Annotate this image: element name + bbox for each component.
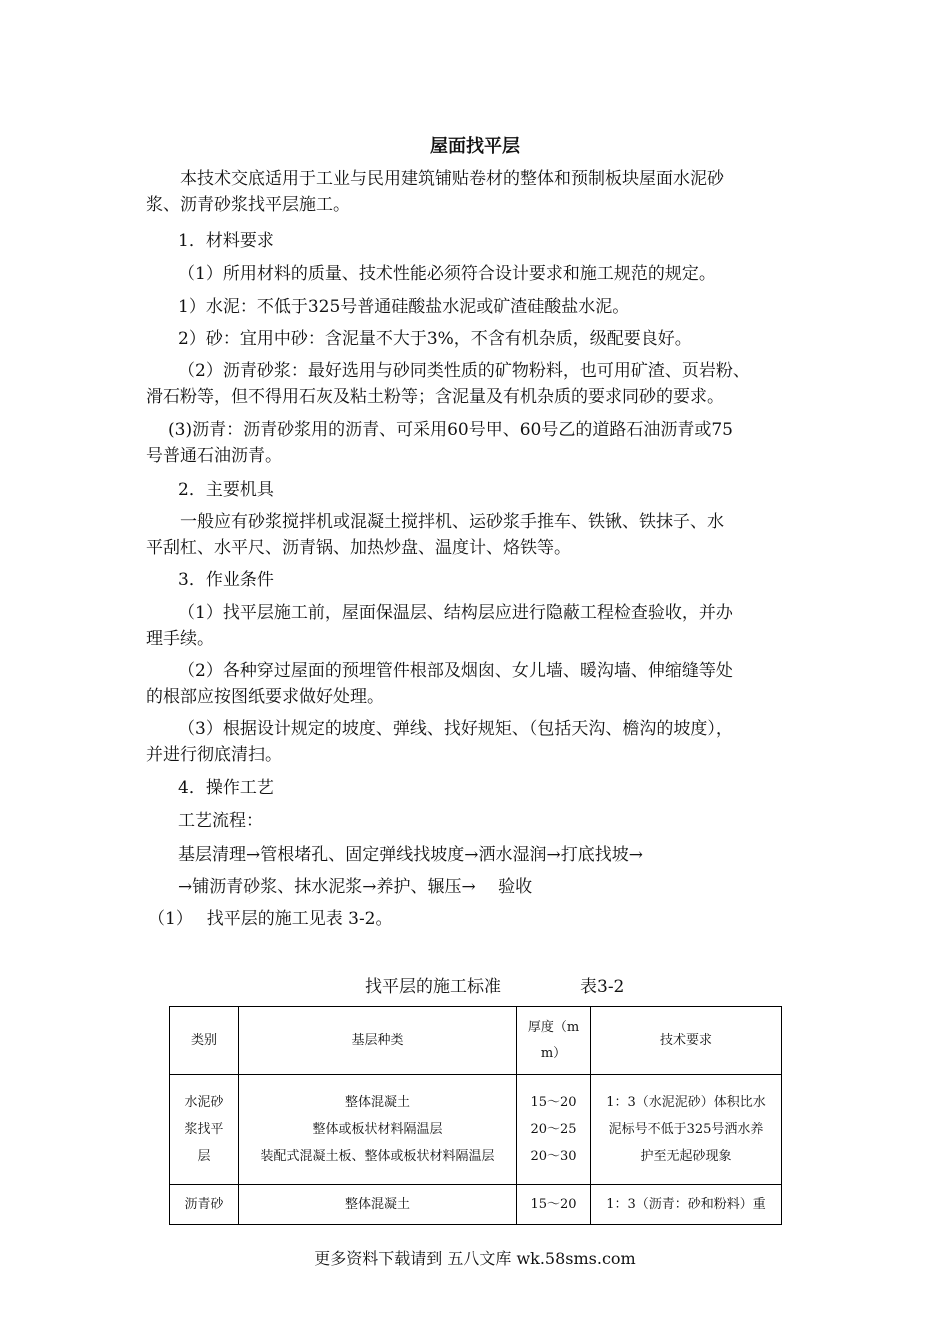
cell-text: 整体混凝土 xyxy=(344,1095,410,1110)
cell-text: 泥标号不低于325号洒水养 xyxy=(608,1122,764,1137)
section-heading: 3．作业条件 xyxy=(178,570,274,590)
header-category: 类别 xyxy=(170,1007,239,1075)
cell-text: 水泥砂 xyxy=(184,1095,224,1110)
paragraph-line: 号普通石油沥青。 xyxy=(146,446,282,466)
paragraph-line: （1）找平层施工前，屋面保温层、结构层应进行隐蔽工程检查验收，并办 xyxy=(178,603,733,623)
paragraph-line: （2）各种穿过屋面的预埋管件根部及烟囱、女儿墙、暖沟墙、伸缩缝等处 xyxy=(178,661,733,681)
cell-base-types: 整体混凝土 xyxy=(239,1185,517,1225)
cell-text: 15～20 xyxy=(530,1095,577,1110)
paragraph-line: 浆、沥青砂浆找平层施工。 xyxy=(146,195,350,215)
table-header-row xyxy=(170,1007,782,1075)
paragraph-line: 平刮杠、水平尺、沥青锅、加热炒盘、温度计、烙铁等。 xyxy=(146,538,571,558)
paragraph-line: （3）根据设计规定的坡度、弹线、找好规矩、（包括天沟、檐沟的坡度）， xyxy=(178,719,733,739)
paragraph-line: 本技术交底适用于工业与民用建筑铺贴卷材的整体和预制板块屋面水泥砂 xyxy=(180,169,724,189)
cell-text: 20～25 xyxy=(530,1122,577,1137)
cell-requirements xyxy=(591,1075,782,1185)
header-requirements: 技术要求 xyxy=(591,1007,782,1075)
paragraph-line: 并进行彻底清扫。 xyxy=(146,745,282,765)
table-number: 表3-2 xyxy=(580,977,625,997)
paragraph-line: （1） 找平层的施工见表 3-2。 xyxy=(148,909,393,929)
cell-category xyxy=(170,1075,239,1185)
table-caption: 找平层的施工标准 xyxy=(365,977,501,997)
process-flow-line: 基层清理→管根堵孔、固定弹线找坡度→洒水湿润→打底找坡→ xyxy=(178,845,643,865)
header-thickness-line: m） xyxy=(540,1045,567,1061)
cell-text: 层 xyxy=(197,1149,211,1164)
section-heading: 1．材料要求 xyxy=(178,231,274,251)
cell-text: 浆找平 xyxy=(184,1122,224,1137)
cell-text: 装配式混凝土板、整体或板状材料隔温层 xyxy=(260,1149,495,1164)
table-row xyxy=(170,1075,782,1185)
header-base-type: 基层种类 xyxy=(239,1007,517,1075)
cell-text: 1：3（水泥泥砂）体积比水 xyxy=(606,1095,766,1110)
paragraph-line: 工艺流程： xyxy=(178,811,263,831)
cell-thickness: 15～20 xyxy=(517,1185,591,1225)
table-row xyxy=(170,1185,782,1225)
paragraph-line: （1）所用材料的质量、技术性能必须符合设计要求和施工规范的规定。 xyxy=(178,264,716,284)
paragraph-line: 一般应有砂浆搅拌机或混凝土搅拌机、运砂浆手推车、铁锹、铁抹子、水 xyxy=(180,512,724,532)
section-heading: 2．主要机具 xyxy=(178,480,274,500)
cell-requirements: 1：3（沥青：砂和粉料）重 xyxy=(591,1185,782,1225)
paragraph-line: (3)沥青：沥青砂浆用的沥青、可采用60号甲、60号乙的道路石油沥青或75 xyxy=(168,420,733,440)
section-heading: 4．操作工艺 xyxy=(178,778,274,798)
process-flow-line: →铺沥青砂浆、抹水泥浆→养护、辗压→ 验收 xyxy=(178,877,533,897)
cell-text: 20～30 xyxy=(530,1149,577,1164)
paragraph-line: 2）砂：宜用中砂：含泥量不大于3%，不含有机杂质，级配要良好。 xyxy=(178,329,692,349)
paragraph-line: 滑石粉等，但不得用石灰及粘土粉等；含泥量及有机杂质的要求同砂的要求。 xyxy=(146,387,724,407)
cell-category: 沥青砂 xyxy=(170,1185,239,1225)
cell-thickness xyxy=(517,1075,591,1185)
page-title: 屋面找平层 xyxy=(430,136,520,157)
paragraph-line: 的根部应按图纸要求做好处理。 xyxy=(146,687,384,707)
construction-standards-table xyxy=(169,1006,782,1225)
paragraph-line: （2）沥青砂浆：最好选用与砂同类性质的矿物粉料，也可用矿渣、页岩粉、 xyxy=(178,361,750,381)
cell-text: 护至无起砂现象 xyxy=(640,1149,732,1164)
cell-base-types xyxy=(239,1075,517,1185)
paragraph-line: 理手续。 xyxy=(146,629,214,649)
paragraph-line: 1）水泥：不低于325号普通硅酸盐水泥或矿渣硅酸盐水泥。 xyxy=(178,297,630,317)
cell-text: 整体或板状材料隔温层 xyxy=(312,1122,443,1137)
header-thickness xyxy=(517,1007,591,1075)
footer-link[interactable]: 更多资料下载请到 五八文库 wk.58sms.com xyxy=(314,1249,636,1268)
header-thickness-line: 厚度（m xyxy=(527,1019,580,1035)
